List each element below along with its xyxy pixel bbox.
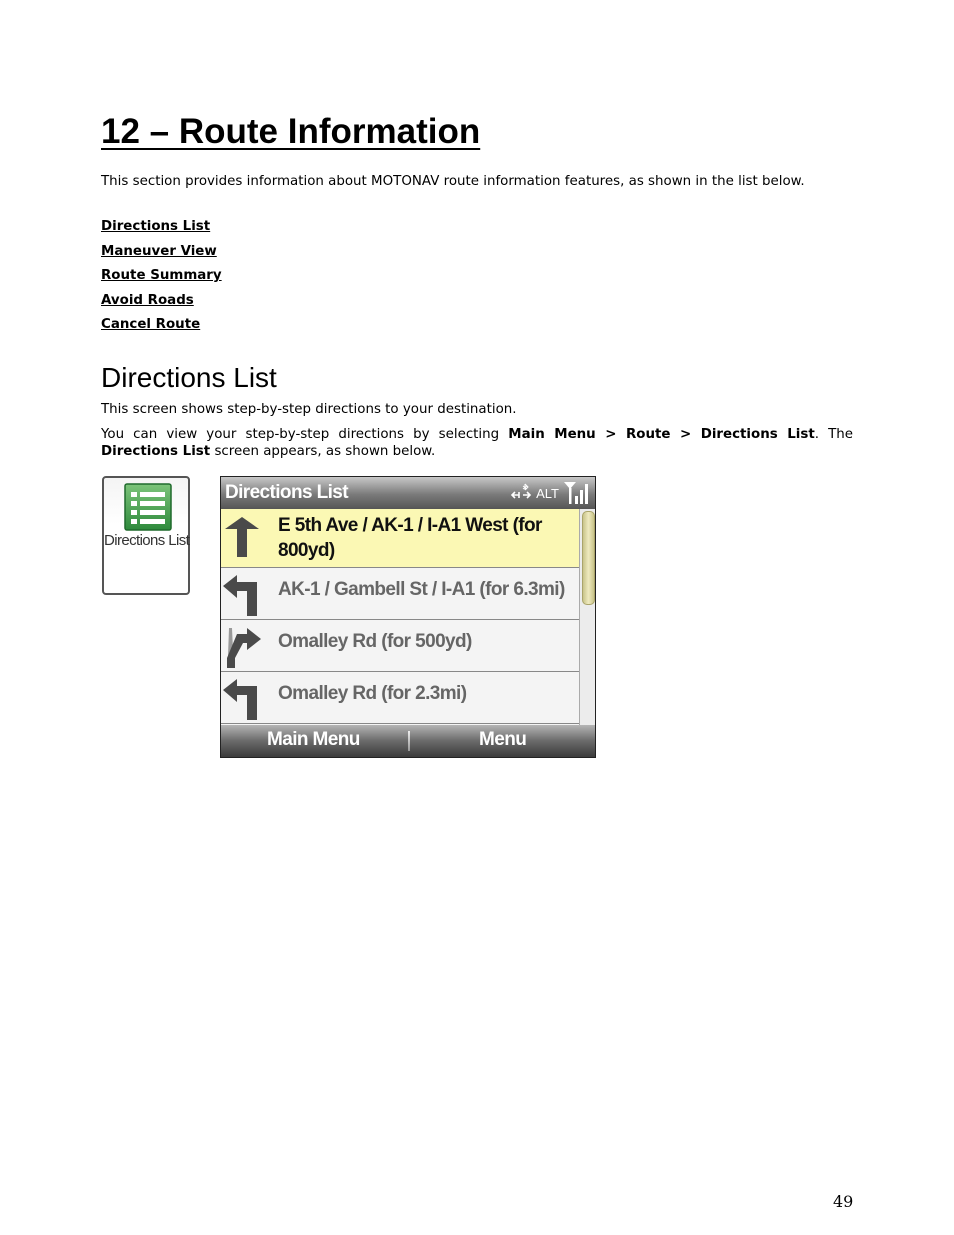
toc-list <box>101 215 222 338</box>
direction-row[interactable] <box>221 620 579 672</box>
directions-list-tile[interactable] <box>102 476 190 595</box>
page-number: 49 <box>833 1192 854 1211</box>
page-title: 12 – Route Information <box>101 112 481 151</box>
direction-text: AK-1 / Gambell St / I-A1 (for 6.3mi) <box>278 579 565 600</box>
turn-left-icon <box>223 678 261 720</box>
toc-link-directions-list[interactable]: Directions List <box>101 219 211 234</box>
section-paragraph-2 <box>101 426 853 460</box>
list-icon <box>124 483 172 531</box>
direction-row[interactable] <box>221 672 579 724</box>
tile-label: Directions List <box>104 532 190 549</box>
section-title: Directions List <box>101 362 277 393</box>
toc-link-cancel-route[interactable]: Cancel Route <box>101 317 201 333</box>
main-menu-softkey[interactable]: Main Menu <box>267 729 360 750</box>
softkey-bar <box>221 725 595 757</box>
softkey-divider <box>408 731 410 751</box>
p2-text-3: screen appears, as shown below. <box>210 444 436 459</box>
p2-screen-name: Directions List <box>101 444 211 459</box>
screen-title-bar <box>221 477 595 509</box>
directions-list <box>221 509 579 724</box>
direction-text: Omalley Rd (for 2.3mi) <box>278 683 467 704</box>
intro-text: This section provides information about MOTONAV route information features, as shown in the list below. <box>101 174 805 189</box>
direction-text: E 5th Ave / AK-1 / I-A1 West (for 800yd) <box>278 515 542 561</box>
p2-text-1: You can view your step-by-step directions by selecting <box>101 427 509 442</box>
toc-link-route-summary[interactable]: Route Summary <box>101 268 222 284</box>
toc-link-avoid-roads[interactable]: Avoid Roads <box>101 292 194 308</box>
turn-right-icon <box>223 626 261 668</box>
turn-left-icon <box>223 574 261 616</box>
p2-menu-path: Main Menu > Route > Directions List <box>508 427 815 442</box>
screen-title: Directions List <box>225 482 348 503</box>
scrollbar[interactable] <box>579 509 596 727</box>
scrollbar-thumb[interactable] <box>582 511 595 605</box>
directions-list-screen <box>220 476 596 758</box>
menu-softkey[interactable]: Menu <box>479 729 527 750</box>
bluetooth-icon <box>510 482 532 504</box>
section-paragraph-1: This screen shows step-by-step directions to your destination. <box>101 402 517 417</box>
status-alt: ALT <box>536 485 559 501</box>
toc-link-maneuver-view[interactable]: Maneuver View <box>101 243 217 259</box>
signal-strength-icon <box>563 480 589 506</box>
straight-arrow-icon <box>223 515 261 557</box>
direction-text: Omalley Rd (for 500yd) <box>278 631 472 652</box>
p2-text-2: . The <box>814 427 853 442</box>
status-icons <box>510 480 589 506</box>
direction-row[interactable] <box>221 568 579 620</box>
direction-row[interactable] <box>221 509 579 568</box>
